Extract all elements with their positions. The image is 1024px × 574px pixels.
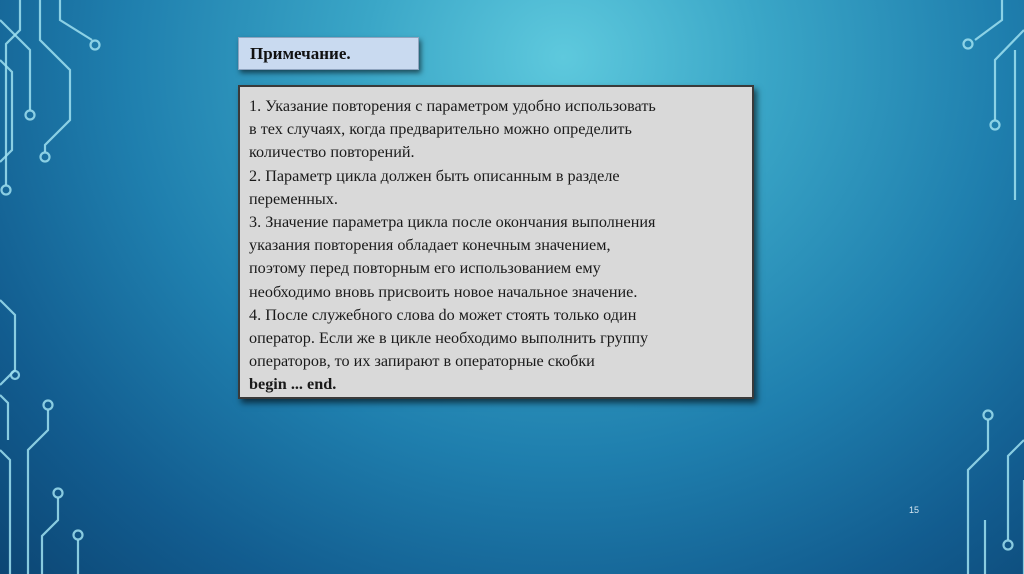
title-box (238, 37, 419, 70)
content-line: переменных. (249, 189, 338, 208)
content-line: необходимо вновь присвоить новое начальное значение. (249, 282, 638, 301)
content-line: 3. Значение параметра цикла после окончания выполнения (249, 213, 656, 232)
content-line: 4. После служебного слова do может стоять только один (249, 305, 637, 324)
slide-title: Примечание. (250, 44, 351, 63)
content-line-code: begin ... end. (249, 375, 337, 394)
content-line: 2. Параметр цикла должен быть описанным в разделе (249, 166, 620, 185)
content-line: оператор. Если же в цикле необходимо выполнить группу (249, 329, 649, 348)
content-box (238, 85, 754, 399)
content-line: количество повторений. (249, 143, 415, 162)
content-line: в тех случаях, когда предварительно можно определить (249, 120, 632, 139)
content-line: операторов, то их запирают в операторные скобки (249, 352, 595, 371)
content-line: указания повторения обладает конечным значением, (249, 236, 611, 255)
content-line: поэтому перед повторным его использованием ему (249, 259, 601, 278)
page-number: 15 (909, 505, 920, 515)
content-line: 1. Указание повторения с параметром удобно использовать (249, 97, 656, 115)
